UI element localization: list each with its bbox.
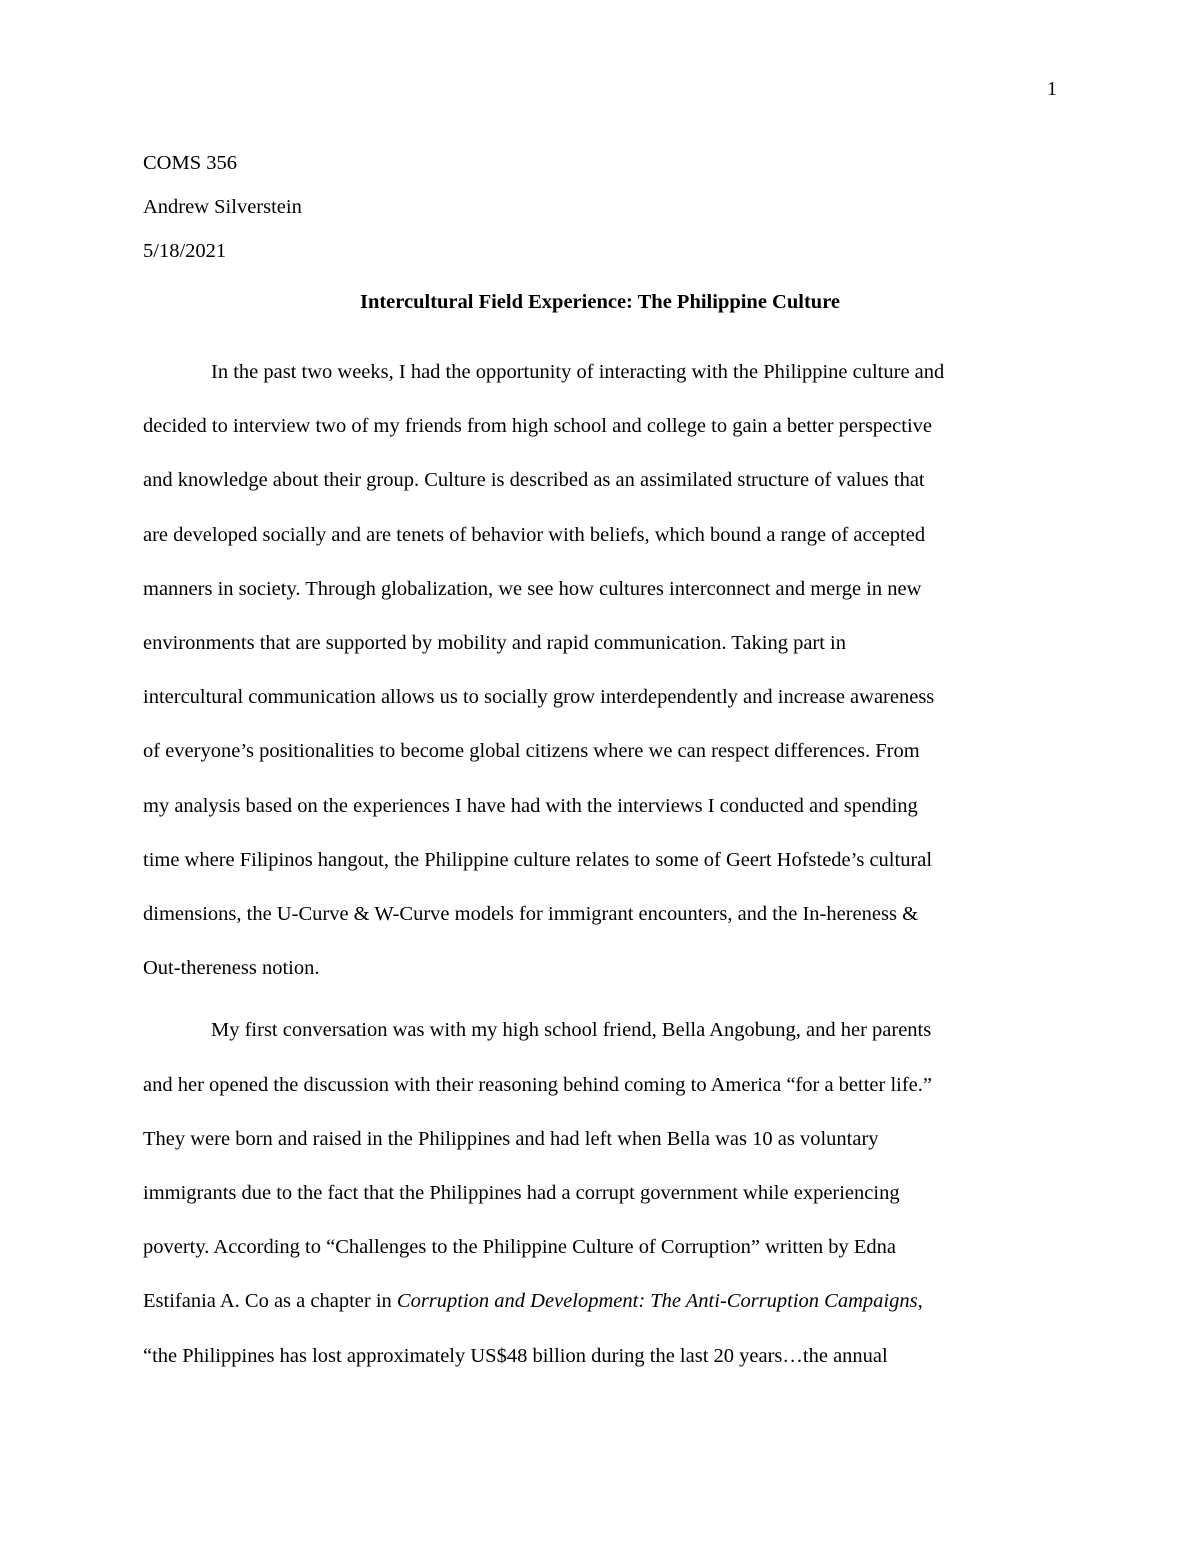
paragraph-1 [143,345,1057,995]
paragraph-line: environments that are supported by mobility and rapid communication. Taking part in [143,632,847,655]
paragraph-line: My first conversation was with my high school friend, Bella Angobung, and her parents [211,1019,932,1042]
date-line: 5/18/2021 [143,240,227,262]
paragraph-line: dimensions, the U-Curve & W-Curve models for immigrant encounters, and the In-hereness & [143,903,919,926]
author-line: Andrew Silverstein [143,196,302,218]
paragraph-line: They were born and raised in the Philippines and had left when Bella was 10 as voluntary [143,1127,879,1150]
paragraph-2 [143,1003,1057,1382]
paragraph-line: and knowledge about their group. Culture is described as an assimilated structure of values that [143,469,925,492]
citation-prefix: Estifania A. Co as a chapter in [143,1290,397,1313]
paragraph-line: decided to interview two of my friends from high school and college to gain a better perspective [143,415,932,438]
paragraph-line: time where Filipinos hangout, the Philippine culture relates to some of Geert Hofstede’s cultural [143,848,933,871]
spacer [143,329,1057,345]
document-body [143,141,1057,1383]
citation-suffix: , [917,1290,923,1313]
paragraph-line: immigrants due to the fact that the Philippines had a corrupt government while experiencing [143,1182,900,1205]
document-title: Intercultural Field Experience: The Philippine Culture [359,291,841,313]
paragraph-line: of everyone’s positionalities to become global citizens where we can respect differences. From [143,740,920,763]
course-line: COMS 356 [143,152,237,174]
page-number: 1 [1047,78,1057,100]
paragraph-line: and her opened the discussion with their reasoning behind coming to America “for a better life.” [143,1073,932,1096]
paragraph-line: my analysis based on the experiences I have had with the interviews I conducted and spending [143,794,918,817]
paragraph-line: “the Philippines has lost approximately US$48 billion during the last 20 years…the annual [143,1344,888,1367]
spacer [143,995,1057,1003]
paragraph-line: intercultural communication allows us to socially grow interdependently and increase awareness [143,686,935,709]
paragraph-line: In the past two weeks, I had the opportunity of interacting with the Philippine culture and [211,361,945,383]
paragraph-line-with-citation [143,1274,1057,1328]
paragraph-line: poverty. According to “Challenges to the Philippine Culture of Corruption” written by Edna [143,1236,897,1259]
paragraph-line: are developed socially and are tenets of behavior with beliefs, which bound a range of accepted [143,523,926,546]
book-title: Corruption and Development: The Anti-Corruption Campaigns [396,1290,918,1313]
paragraph-line: manners in society. Through globalization, we see how cultures interconnect and merge in new [143,577,922,600]
paragraph-line: Out-thereness notion. [143,957,320,980]
